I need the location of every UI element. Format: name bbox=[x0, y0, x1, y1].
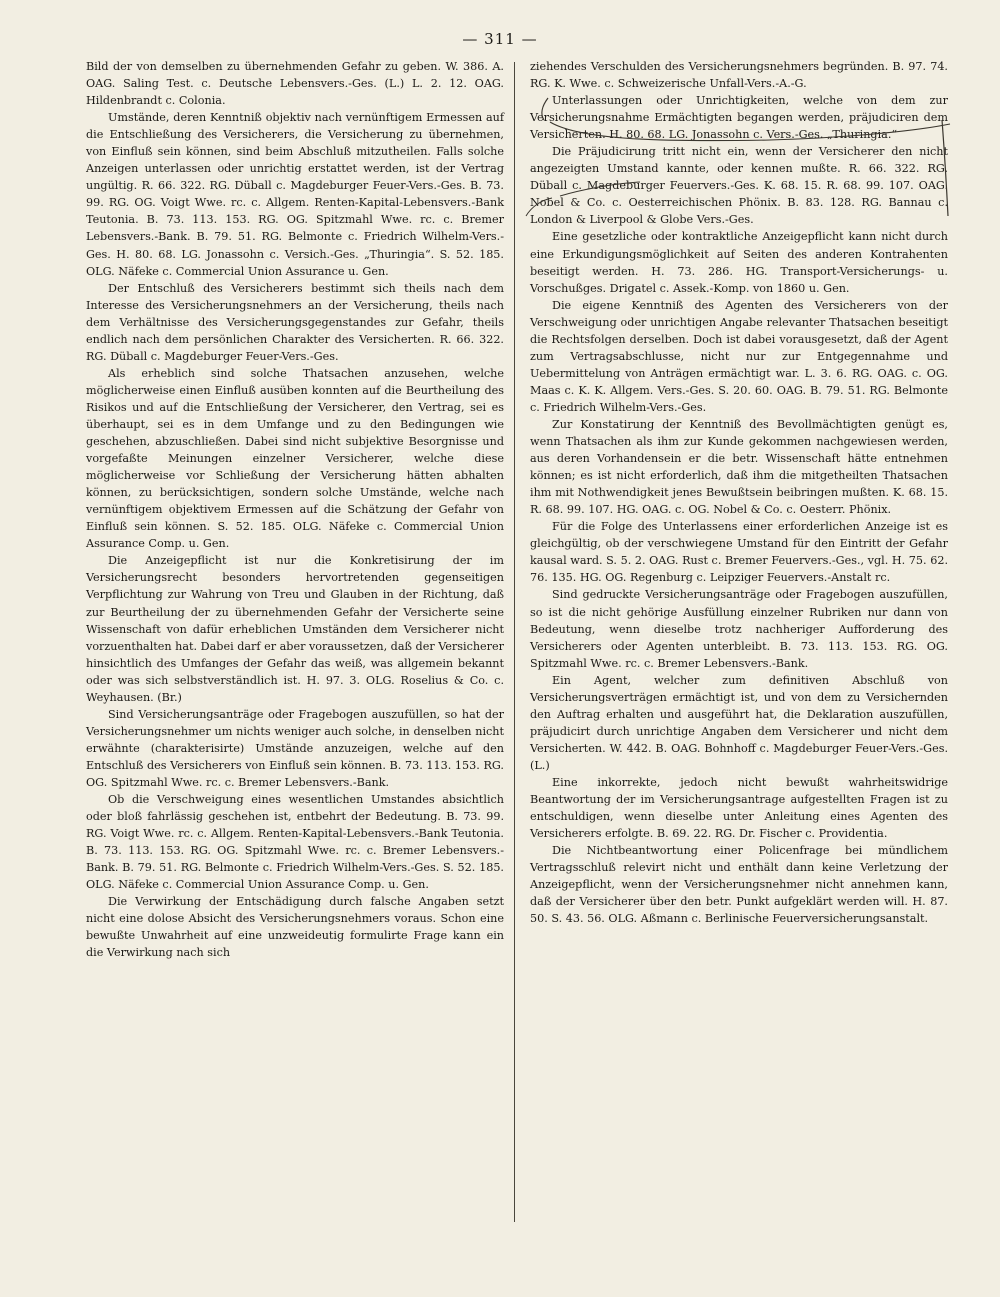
paragraph: Zur Konstatirung der Kenntniß des Bevollmächtigten genügt es, wenn Thatsachen als ihm zur Kunde gekommen nachgewiesen werden, aus deren Vorhandensein er die betr. Wissenschaft hätte entnehmen können; es ist nicht erforderlich, daß ihm die mitgetheilten Thatsachen ihm mit Nothwendigkeit jenes Bewußtsein beibringen mußten. K. 68. 15. R. 68. 99. 107. HG. OAG. c. OG. Nobel & Co. c. Oesterr. Phönix. bbox=[530, 417, 948, 517]
right-column bbox=[530, 58, 948, 927]
paragraph: Ob die Verschweigung eines wesentlichen Umstandes absichtlich oder bloß fahrlässig geschehen ist, entbehrt der Bedeutung. B. 73. 99. RG. Voigt Wwe. rc. c. Allgem. Renten-Kapital-Lebensvers.-Bank Teutonia. B. 73. 113. 153. RG. OG. Spitzmahl Wwe. rc. c. Bremer Lebensvers.-Bank. B. 79. 51. RG. Belmonte c. Friedrich Wilhelm-Vers.-Ges. S. 52. 185. OLG. Näfeke c. Commercial Union Assurance Comp. u. Gen. bbox=[86, 793, 504, 892]
paragraph: ziehendes Verschulden des Versicherungsnehmers begründen. B. 97. 74. RG. K. Wwe. c. Schweizerische Unfall-Vers.-A.-G. bbox=[530, 60, 948, 91]
paragraph: Unterlassungen oder Unrichtigkeiten, welche von dem zur Versicherungsnahme Ermächtigten begangen werden, präjudiciren dem Versicherten. H. 80. 68. LG. Jonassohn c. Vers.-Ges. „Thuringia.“ bbox=[530, 94, 948, 142]
paragraph: Bild der von demselben zu übernehmenden Gefahr zu geben. W. 386. A. OAG. Saling Test. c. Deutsche Lebensvers.-Ges. (L.) L. 2. 12. OAG. Hildenbrandt c. Colonia. bbox=[86, 60, 504, 108]
paragraph: Die Präjudicirung tritt nicht ein, wenn der Versicherer den nicht angezeigten Umstand kannte, oder kennen mußte. R. 66. 322. RG. Düball c. Magdeburger Feuervers.-Ges. K. 68. 15. R. 68. 99. 107. OAG. Nobel & Co. c. Oesterreichischen Phönix. B. 83. 128. RG. Bannau c. London & Liverpool & Globe Vers.-Ges. bbox=[530, 145, 948, 227]
paragraph: Ein Agent, welcher zum definitiven Abschluß von Versicherungsverträgen ermächtigt ist, und von dem zu Versichernden den Auftrag erhalten und ausgeführt hat, die Deklaration auszufüllen, präjudicirt durch unrichtige Angaben dem Versicherer und nicht dem Versicherten. W. 442. B. OAG. Bohnhoff c. Magdeburger Feuer-Vers.-Ges. (L.) bbox=[530, 673, 948, 772]
paragraph: Die Anzeigepflicht ist nur die Konkretisirung der im Versicherungsrecht besonders hervortretenden gegenseitigen Verpflichtung zur Wahrung von Treu und Glauben in der Richtung, daß zur Beurtheilung der zu übernehmenden Gefahr der Versicherte seine Wissenschaft von dafür erheblichen Umständen dem Versicherer nicht vorzuenthalten hat. Dabei darf er aber voraussetzen, daß der Versicherer hinsichtlich des Umfanges der Gefahr das weiß, was allgemein bekannt oder was sich selbstverständlich ist. H. 97. 3. OLG. Roselius & Co. c. Weyhausen. (Br.) bbox=[86, 554, 504, 704]
paragraph: Eine gesetzliche oder kontraktliche Anzeigepflicht kann nicht durch eine Erkundigungsmöglichkeit auf Seiten des anderen Kontrahenten beseitigt werden. H. 73. 286. HG. Transport-Versicherungs- u. Vorschußges. Drigatel c. Assek.-Komp. von 1860 u. Gen. bbox=[530, 230, 948, 295]
paragraph: Für die Folge des Unterlassens einer erforderlichen Anzeige ist es gleichgültig, ob der verschwiegene Umstand für den Eintritt der Gefahr kausal ward. S. 5. 2. OAG. Rust c. Bremer Feuervers.-Ges., vgl. H. 75. 62. 76. 135. HG. OG. Regenburg c. Leipziger Feuervers.-Anstalt rc. bbox=[530, 520, 948, 585]
page-number: — 311 — bbox=[462, 30, 538, 48]
column-divider bbox=[514, 62, 515, 1222]
paragraph: Sind gedruckte Versicherungsanträge oder Fragebogen auszufüllen, so ist die nicht gehörige Ausfüllung einzelner Rubriken nur dann von Bedeutung, wenn dieselbe trotz nachheriger Aufforderung des Versicherers oder Agenten unterbleibt. B. 73. 113. 153. RG. OG. Spitzmahl Wwe. rc. c. Bremer Lebensvers.-Bank. bbox=[530, 588, 948, 670]
paragraph: Als erheblich sind solche Thatsachen anzusehen, welche möglicherweise einen Einfluß ausüben konnten auf die Beurtheilung des Risikos und auf die Entschließung der Versicherer, den Vertrag, sei es überhaupt, sei es in dem Umfange und zu den Bedingungen wie geschehen, abzuschließen. Dabei sind nicht subjektive Besorgnisse und vorgefaßte Meinungen einzelner Versicherer, welche diese möglicherweise vor Schließung der Versicherung hätten abhalten können, zu berücksichtigen, sondern solche Umstände, welche nach vernünftigem objektivem Ermessen auf die Schätzung der Gefahr von Einfluß sein können. S. 52. 185. OLG. Näfeke c. Commercial Union Assurance Comp. u. Gen. bbox=[86, 366, 504, 551]
paragraph: Die eigene Kenntniß des Agenten des Versicherers von der Verschweigung oder unrichtigen Angabe relevanter Thatsachen beseitigt die Rechtsfolgen derselben. Doch ist dabei vorausgesetzt, daß der Agent zum Vertragsabschlusse, nicht nur zur Entgegennahme und Uebermittelung von Anträgen ermächtigt war. L. 3. 6. RG. OAG. c. OG. Maas c. K. K. Allgem. Vers.-Ges. S. 20. 60. OAG. B. 79. 51. RG. Belmonte c. Friedrich Wilhelm-Vers.-Ges. bbox=[530, 298, 948, 414]
paragraph: Eine inkorrekte, jedoch nicht bewußt wahrheitswidrige Beantwortung der im Versicherungsantrage aufgestellten Fragen ist zu entschuldigen, wenn dieselbe unter Anleitung eines Agenten des Versicherers erfolgte. B. 69. 22. RG. Dr. Fischer c. Providentia. bbox=[530, 775, 948, 841]
paragraph: Die Nichtbeantwortung einer Policenfrage bei mündlichem Vertragsschluß relevirt nicht und enthält dann keine Verletzung der Anzeigepflicht, wenn der Versicherungsnehmer nicht annehmen kann, daß der Versicherer über den betr. Punkt aufgeklärt werden will. H. 87. 50. S. 43. 56. OLG. Aßmann c. Berlinische Feuerversicherungsanstalt. bbox=[530, 844, 948, 926]
paragraph: Umstände, deren Kenntniß objektiv nach vernünftigem Ermessen auf die Entschließung des Versicherers, die Versicherung zu übernehmen, von Einfluß sein können, sind beim Abschluß mitzutheilen. Falls solche Anzeigen unterlassen oder unrichtig erstattet werden, ist der Vertrag ungültig. R. 66. 322. RG. Düball c. Magdeburger Feuer-Vers.-Ges. B. 73. 99. RG. OG. Voigt Wwe. rc. c. Allgem. Renten-Kapital-Lebensvers.-Bank Teutonia. B. 73. 113. 153. RG. OG. Spitzmahl Wwe. rc. c. Bremer Lebensvers.-Bank. B. 79. 51. RG. Belmonte c. Friedrich Wilhelm-Vers.-Ges. H. 80. 68. LG. Jonassohn c. Versich.-Ges. „Thuringia“. S. 52. 185. OLG. Näfeke c. Commercial Union Assurance u. Gen. bbox=[86, 111, 504, 278]
left-column bbox=[86, 58, 504, 961]
paragraph: Der Entschluß des Versicherers bestimmt sich theils nach dem Interesse des Versicherungsnehmers an der Versicherung, theils nach dem Verhältnisse des Versicherungsgegenstandes zur Gefahr, theils endlich nach dem persönlichen Charakter des Versicherten. R. 66. 322. RG. Düball c. Magdeburger Feuer-Vers.-Ges. bbox=[86, 281, 504, 363]
paragraph: Die Verwirkung der Entschädigung durch falsche Angaben setzt nicht eine dolose Absicht des Versicherungsnehmers voraus. Schon eine bewußte Unwahrheit auf eine unzweideutig formulirte Frage kann ein die Verwirkung nach sich bbox=[86, 895, 504, 960]
paragraph: Sind Versicherungsanträge oder Fragebogen auszufüllen, so hat der Versicherungsnehmer um nichts weniger auch solche, in denselben nicht erwähnte (charakterisirte) Umstände anzuzeigen, welche auf den Entschluß des Versicherers von Einfluß sein können. B. 73. 113. 153. RG. OG. Spitzmahl Wwe. rc. c. Bremer Lebensvers.-Bank. bbox=[86, 707, 504, 789]
